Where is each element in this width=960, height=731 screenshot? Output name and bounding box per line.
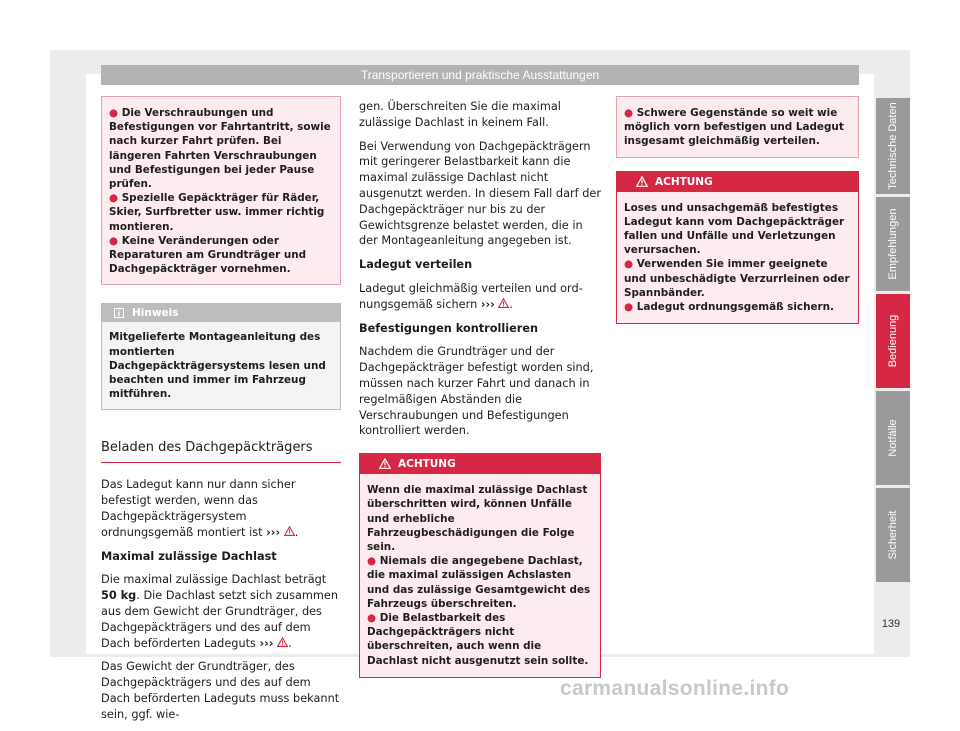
bullet-icon: ● [367, 555, 377, 568]
page-number: 139 [881, 618, 901, 630]
bullet-text: Keine Veränderungen oder Reparaturen am Grundträger und Dachgepäckträger vornehmen. [109, 234, 307, 276]
warning-header [360, 454, 600, 474]
warning-intro: Wenn die maximal zulässige Dachlast überschritten wird, können Unfälle und erhebliche Fahrzeugbeschädigungen die Folge sein. [367, 484, 588, 553]
box-bullet [109, 234, 333, 277]
bullet-icon: ● [109, 107, 119, 119]
warning-triangle-icon [636, 176, 648, 187]
warning-icon [277, 637, 288, 647]
warning-body [360, 474, 600, 677]
info-icon [114, 308, 124, 318]
hinweis-title: Hinweis [132, 307, 179, 320]
bullet-icon: ● [624, 301, 634, 314]
body-text [101, 477, 341, 722]
box-bullet [109, 106, 333, 191]
chapter-header: Transportieren und praktische Ausstattungen [101, 65, 859, 85]
warning-box [359, 453, 601, 678]
tab-sicherheit[interactable]: Sicherheit [876, 488, 910, 582]
paragraph: Bei Verwendung von Dachgepäckträgern mit geringerer Belastbarkeit kann die maximal zulässige Dachlast nicht ausgenutzt werden. In diesem Fall darf der Dachgepäckträger nur bis zu der Gewichtsgrenze belastet werden, die in der Montageanleitung angegeben ist. [359, 139, 601, 248]
cross-reference-arrow: ››› [259, 636, 274, 650]
tab-empfehlungen[interactable]: Empfehlungen [876, 197, 910, 291]
hinweis-header [102, 304, 340, 322]
hinweis-text: Mitgelieferte Montageanleitung des montierten Dachgepäckträgersystems lesen und beachten und immer im Fahrzeug mitführen. [102, 322, 340, 409]
warning-triangle-icon [379, 458, 391, 469]
warning-title: ACHTUNG [655, 175, 713, 188]
subheading: Befestigungen kontrollieren [359, 321, 539, 335]
cross-reference-arrow: ››› [480, 297, 495, 311]
hinweis-box [101, 303, 341, 410]
bullet-icon: ● [109, 234, 119, 247]
subheading: Ladegut verteilen [359, 258, 473, 272]
column-1 [101, 96, 341, 731]
paragraph: gen. Überschreiten Sie die maximal zulässige Dachlast in keinem Fall. [359, 100, 561, 129]
warning-icon [498, 298, 509, 308]
tab-notfaelle[interactable]: Notfälle [876, 391, 910, 485]
warning-icon [284, 526, 295, 536]
tab-technische-daten[interactable]: Technische Daten [876, 98, 910, 194]
tab-bedienung[interactable]: Bedienung [876, 294, 910, 388]
cross-reference-arrow: ››› [266, 525, 281, 539]
warning-box [616, 171, 859, 325]
warning-bullet: ● Die Belastbarkeit des Dachgepäckträgers nicht überschreiten, auch wenn die Dachlast nicht ausgenutzt sein sollte. [367, 611, 589, 667]
warning-header [617, 172, 858, 192]
warning-intro: Loses und unsachgemäß befestigtes Ladegut kann vom Dachgepäckträger fallen und Unfälle und Verletzungen verursachen. [624, 201, 845, 257]
bullet-icon: ● [367, 611, 377, 624]
section-title: Beladen des Dachgepäckträgers [101, 440, 341, 463]
warning-title: ACHTUNG [398, 458, 456, 471]
warning-bullet: ● Niemals die angegebene Dachlast, die maximal zulässigen Achslasten und das zulässige Gesamtgewicht des Fahrzeugs überschreiten. [367, 555, 591, 610]
paragraph: Nachdem die Grundträger und der Dachgepäckträger befestigt worden sind, müssen nach kurzer Fahrt und danach in regelmäßigen Abständen die Verschraubungen und Befestigungen kontrolliert werden. [359, 345, 594, 438]
column-3 [616, 96, 859, 324]
warning-bullet: ● Verwenden Sie immer geeignete und unbeschädigte Verzurrleinen oder Spannbänder. [624, 258, 850, 299]
weight-limit: 50 kg [101, 589, 137, 603]
column-2 [359, 99, 601, 678]
paragraph: Ladegut gleichmäßig verteilen und ordnungsgemäß sichern ››› . [359, 281, 583, 311]
subheading: Maximal zulässige Dachlast [101, 549, 277, 563]
bullet-icon: ● [624, 258, 634, 271]
paragraph: Das Ladegut kann nur dann sicher befestigt werden, wenn das Dachgepäckträgersystem ordnungsgemäß montiert ist ››› . [101, 478, 299, 539]
paragraph: Das Gewicht der Grundträger, des Dachgepäckträgers und des auf dem Dach beförderten Ladeguts muss bekannt sein, ggf. wie- [101, 660, 340, 721]
body-text [359, 99, 601, 439]
box-bullet [109, 191, 333, 234]
tip-box [101, 96, 341, 285]
watermark: carmanualsonline.info [560, 677, 790, 700]
tip-box [616, 96, 859, 158]
warning-body [617, 192, 858, 324]
warning-bullet: ● Ladegut ordnungsgemäß sichern. [624, 301, 834, 314]
bullet-icon: ● [624, 107, 634, 119]
bullet-text: Spezielle Gepäckträger für Räder, Skier, Surfbretter usw. immer richtig montieren. [109, 192, 325, 233]
box-bullet: ● Schwere Gegenstände so weit wie möglich vorn befestigen und Ladegut insgesamt gleichmäßig verteilen. [624, 107, 844, 148]
bullet-text: Die Verschraubungen und Befestigungen vor Fahrtantritt, sowie nach kurzer Fahrt prüfen. Bei längeren Fahrten Verschraubungen und Befestigungen bei jeder Pause prüfen. [109, 107, 331, 191]
bullet-icon: ● [109, 192, 119, 205]
paragraph: Die maximal zulässige Dachlast beträgt 50 kg. Die Dachlast setzt sich zusammen aus dem Gewicht der Grundträger, des Dachgepäckträgers und des auf dem Dach beförderten Ladeguts ››› . [101, 573, 339, 650]
